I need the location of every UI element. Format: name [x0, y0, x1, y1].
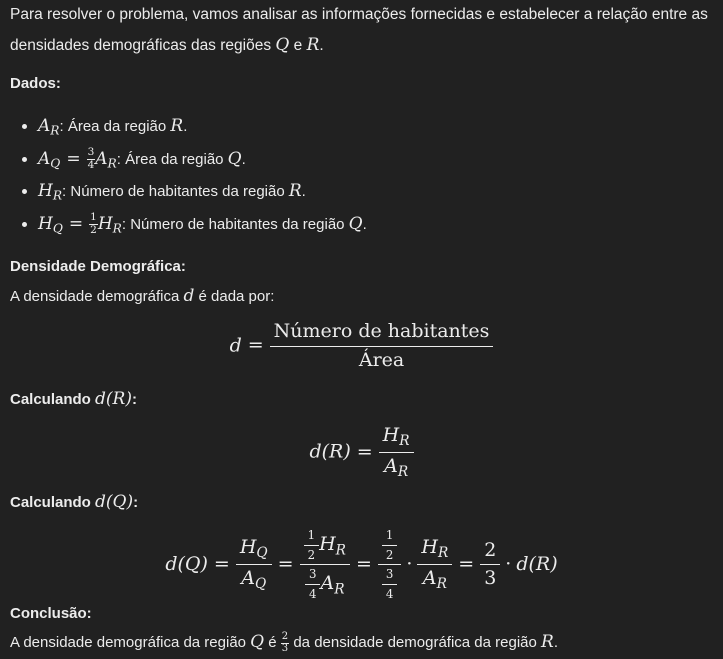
- intro-text: Para resolver o problema, vamos analisar as informações fornecidas e estabelecer a relação entre as densidades demográficas das regiões: [10, 6, 708, 54]
- math-hq: $H_Q$ = $\frac{1}{2}$ $H_R$: [38, 211, 122, 236]
- formula-d-q: d(Q) = $\frac{H_Q}{A_Q}$ = $\frac{1}{2}$ $H_R$ $\frac{3}{4}$ $A_R$ = $\frac{\frac{1}{2}}{\frac{3}{4}}$ · $\frac{H_R}{A_R}$ = $\frac{2}{3}$ · d(R): [165, 528, 558, 602]
- fraction-hr-ar: $\frac{H_R}{A_R}$: [379, 424, 414, 481]
- densidade-text: A densidade demográfica d é dada por:: [10, 286, 275, 306]
- fraction-2-3: $\frac{2}{3}$: [480, 539, 500, 592]
- heading-calc-q: Calculando d(Q):: [10, 492, 139, 512]
- list-item: $H_Q$ = $\frac{1}{2}$ $H_R$: Número de habitantes da região Q.: [10, 208, 367, 241]
- formula-d-r: d(R) = $\frac{H_R}{A_R}$: [0, 424, 723, 481]
- dados-list: [10, 110, 367, 240]
- heading-dados: Dados:: [10, 75, 61, 92]
- conclusao-text: A densidade demográfica da região Q é $\frac{2}{3}$ da densidade demográfica da região R.: [10, 631, 558, 654]
- fraction-density: $\frac{\text{Número de habitantes}}{\text{Área}}$: [270, 320, 494, 373]
- list-item: $A_Q$ = $\frac{3}{4}$ $A_R$: Área da região Q.: [10, 143, 367, 176]
- intro-end: .: [319, 37, 324, 54]
- fraction-3-4: $\frac{3}{4}$: [87, 146, 95, 171]
- fraction-2-3-inline: $\frac{2}{3}$: [281, 631, 289, 654]
- list-item: $A_R$: Área da região R.: [10, 110, 367, 143]
- intro-paragraph: [10, 0, 715, 61]
- fraction-1-2: $\frac{1}{2}$: [90, 211, 97, 236]
- fraction-hr-ar-2: $\frac{H_R}{A_R}$: [417, 536, 452, 593]
- fraction-expanded: $\frac{1}{2}$ $H_R$ $\frac{3}{4}$ $A_R$: [300, 528, 350, 602]
- heading-calc-r: Calculando d(R):: [10, 389, 137, 409]
- fraction-hq-aq: $\frac{H_Q}{A_Q}$: [236, 536, 272, 593]
- intro-and: e: [289, 37, 307, 54]
- fraction-ratio: $\frac{\frac{1}{2}}{\frac{3}{4}}$: [378, 528, 402, 602]
- list-item: $H_R$: Número de habitantes da região R.: [10, 175, 367, 208]
- formula-density: d = $\frac{\text{Número de habitantes}}{\text{Área}}$: [0, 320, 723, 373]
- heading-densidade: Densidade Demográfica:: [10, 258, 186, 275]
- math-aq: $A_Q$ = $\frac{3}{4}$ $A_R$: [38, 146, 117, 171]
- math-r: R: [306, 35, 320, 55]
- math-ar: $A_R$: [38, 116, 60, 138]
- heading-conclusao: Conclusão:: [10, 605, 92, 622]
- math-q: Q: [275, 35, 290, 55]
- math-hr: $H_R$: [38, 181, 63, 203]
